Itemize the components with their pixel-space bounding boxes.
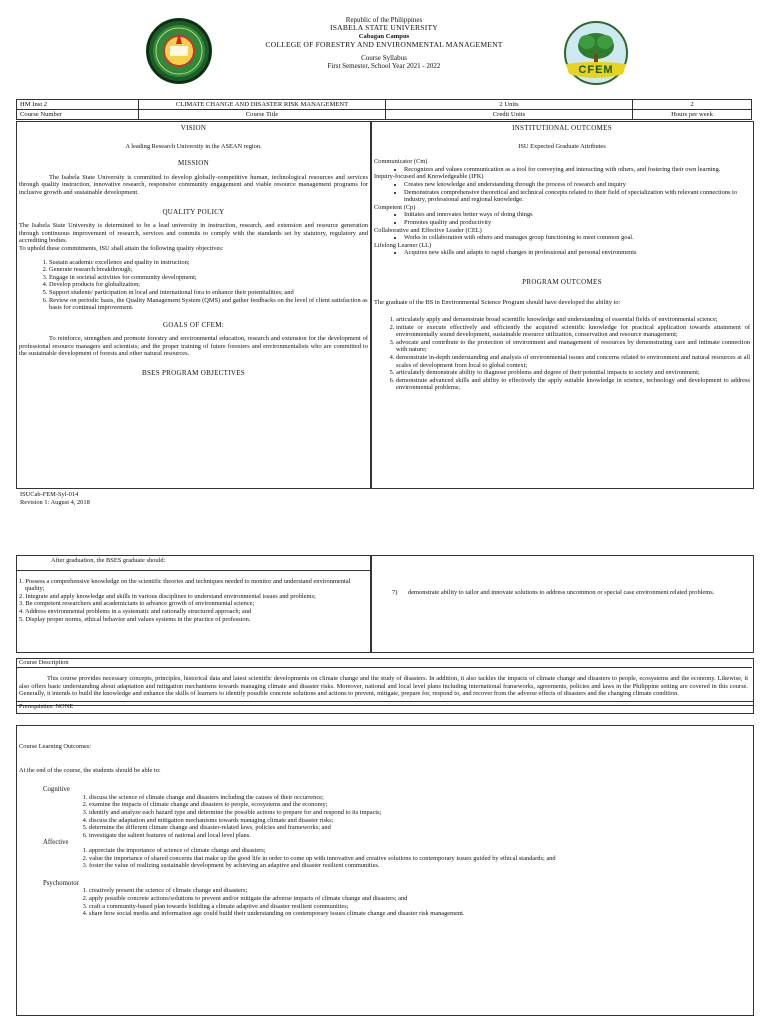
- list-item: 5. Display proper norms, ethical behavior and values systems in the practice of profession.: [19, 615, 251, 623]
- bses-objectives: [19, 557, 368, 623]
- attribute-group-name: Communicator (Cm): [374, 158, 428, 166]
- list-item: 3. advocate and contribute to the protection of environment and management of resources by demonstrating care and intimate connection with nature;: [396, 339, 750, 354]
- list-item: 2. value the importance of shared concerns that make up the good life in order to come up with innovative and creative solutions to contemporary issues guided by ethical standards; and: [89, 855, 748, 863]
- label-course-number: Course Number: [17, 110, 139, 120]
- quality-policy-text: The Isabela State University is determined to be a lead university in instruction, research, and extension and resource generation through continuous improvement of research, services and commits to comply with the standards set by statutory, regulatory and accrediting bodies.: [19, 222, 368, 245]
- hours-per-week: 2: [633, 100, 752, 110]
- list-item: 4. Develop products for globalization;: [49, 281, 368, 289]
- prerequisites-box: [16, 701, 754, 714]
- list-item: 5. articulately demonstrate ability to diagnose problems and degree of their potential impacts to society and environment;: [396, 369, 750, 377]
- list-item: • Works in collaboration with others and manages group functioning to meet common goal.: [404, 234, 750, 242]
- list-item: 3. Be competent researchers and academicians to advance growth of environmental science;: [19, 600, 255, 608]
- list-item: 3. Engage in societal activities for community development;: [49, 274, 368, 282]
- attribute-group-name: Collaborative and Effective Leader (CEL): [374, 226, 482, 234]
- attribute-group-name: Competent (Cp): [374, 203, 416, 211]
- program-outcomes-list: [374, 316, 750, 392]
- list-item: 2. examine the impacts of climate change and disasters to people, ecosystems and the economy;: [89, 801, 748, 809]
- header-college: COLLEGE OF FORESTRY AND ENVIRONMENTAL MANAGEMENT: [265, 39, 503, 49]
- list-item: 5. Support students' participation in local and international fora to enhance their potentialities; and: [49, 289, 368, 297]
- course-description-divider: [16, 667, 752, 668]
- attribute-group-items: [374, 166, 750, 174]
- psychomotor-label: Psychomotor: [43, 879, 79, 887]
- cfem-logo-text: CFEM: [578, 64, 614, 76]
- quality-objectives-list: [19, 259, 368, 312]
- cfem-logo: [563, 20, 629, 86]
- list-item: 3. craft a community-based plan towards building a climate adaptive and disaster resilient communities;: [89, 903, 748, 911]
- list-item: • Recognizes and values communication as a tool for conveying and interacting with others, and fostering their own learning.: [404, 166, 750, 174]
- list-item: • Promotes quality and productivity: [404, 219, 750, 227]
- document-code: ISUCab-FEM-Syl-014: [20, 491, 79, 498]
- list-item: • Creates new knowledge and understanding through the process of research and inquiry: [404, 181, 750, 189]
- program-outcomes-lead: The graduate of the BS in Environmental Science Program should have developed the ability to:: [374, 298, 621, 306]
- attribute-group-items: [374, 211, 750, 226]
- label-hours: Hours per week: [633, 110, 752, 120]
- attribute-group-items: [374, 181, 750, 204]
- credit-units: 2 Units: [386, 100, 633, 110]
- goals-title: GOALS OF CFEM:: [163, 320, 224, 329]
- list-item: • Demonstrates comprehensive theoretical and technical concepts related to their field of specialization with relevant connections to industry, professional and regional knowledge.: [404, 189, 750, 204]
- learning-outcomes: [19, 743, 748, 918]
- revision-note: Revision 1: August 4, 2018: [20, 498, 90, 506]
- list-item: 4. discuss the adaptation and mitigation mechanisms towards managing climate and disaster risks;: [89, 817, 748, 825]
- list-item: 4. demonstrate in-depth understanding and analysis of environmental issues and concerns related to environment and natural resources at all scales of development from local to global context;: [396, 354, 750, 369]
- cognitive-label: Cognitive: [43, 786, 70, 794]
- mission-text: The Isabela State University is committed to develop globally-competitive human, technological resources and services through quality instruction, innovative research, responsive community engagement and viable resource management programs for inclusive growth and sustainable development.: [19, 173, 368, 196]
- prerequisites: Prerequisites: NONE: [19, 703, 74, 710]
- list-item: 6. investigate the salient features of national and local level plans.: [89, 832, 748, 840]
- course-info-table: [16, 99, 752, 120]
- list-item: 1. creatively present the science of climate change and disasters;: [89, 887, 748, 895]
- list-item: 4. share how social media and information age could build their understanding on contemporary issues climate change and disaster risk management.: [89, 910, 748, 918]
- po7-number: 7): [392, 589, 398, 596]
- label-course-title: Course Title: [139, 110, 386, 120]
- list-item: 2. apply possible concrete actions/solutions to prevent and/or mitigate the adverse impacts of climate change and disasters; and: [89, 895, 748, 903]
- header-campus: Cabagan Campus: [358, 32, 410, 40]
- program-outcomes-title: PROGRAM OUTCOMES: [522, 277, 602, 286]
- course-description-title: Course Description: [19, 659, 69, 666]
- header-syllabus: Course Syllabus: [361, 54, 407, 63]
- mission-title: MISSION: [178, 159, 209, 168]
- list-item: 3. identify and analyze each hazard type and determine the possible actions to prepare for and respond to its impacts;: [89, 809, 748, 817]
- list-item: 1. discuss the science of climate change and disasters including the causes of their occurrence;: [89, 794, 748, 802]
- attribute-group-items: [374, 234, 750, 242]
- header-university: ISABELA STATE UNIVERSITY: [330, 23, 438, 33]
- list-item: 3. foster the value of realizing sustainable development by achieving an adaptive and disaster resilient communities.: [89, 862, 748, 870]
- list-item: 1. Possess a comprehensive knowledge on the scientific theories and techniques needed to monitor and understand environmental quality;: [19, 577, 351, 593]
- header-semester: First Semester, School Year 2021 - 2022: [327, 62, 441, 71]
- po7-text: demonstrate ability to tailor and innovate solutions to address uncommon or special case environment related problems.: [408, 589, 715, 596]
- institutional-outcomes-title: INSTITUTIONAL OUTCOMES: [512, 124, 612, 132]
- learning-outcomes-title: Course Learning Outcomes:: [19, 743, 92, 750]
- affective-label: Affective: [43, 839, 69, 847]
- vision-title: VISION: [180, 124, 207, 132]
- list-item: 1. Sustain academic excellence and quality in instruction;: [49, 259, 368, 267]
- attribute-group-name: Lifelong Learner (LL): [374, 241, 432, 249]
- list-item: 6. demonstrate advanced skills and ability to effectively the apply suitable knowledge in science, technology and development to address environmental problems;: [396, 377, 750, 392]
- list-item: 2. Integrate and apply knowledge and skills in various disciplines to understand environmental issues and problems;: [19, 592, 316, 600]
- left-column: [19, 123, 368, 384]
- vision-text: A leading Research University in the ASEAN region.: [125, 142, 262, 150]
- learning-outcomes-lead: At the end of the course, the students should be able to:: [19, 766, 161, 774]
- label-credit-units: Credit Units: [386, 110, 633, 120]
- list-item: 5. determine the different climate change and disaster-related laws, policies and frameworks; and: [89, 824, 748, 832]
- document-footer: [20, 491, 90, 506]
- list-item: • Acquires new skills and adapts to rapid changes in professional and personal environments: [404, 249, 750, 257]
- list-item: 2. Generate research breakthrough;: [49, 266, 368, 274]
- goals-text: To reinforce, strengthen and promote forestry and environmental education, research and extension for the development of professional resource managers and scientists; and the proper training of future foresters and environmentalists who are committed to the sustainable development of forests and other natural resources.: [19, 335, 368, 358]
- list-item: 2. initiate or execute effectively and efficiently the acquired scientific knowledge for practical application towards attainment of environmentally sound development, sustainable resource utilization, conservation and resource management;: [396, 324, 750, 339]
- list-item: 1. appreciate the importance of science of climate change and disasters;: [89, 847, 748, 855]
- program-outcome-7: [380, 589, 748, 597]
- right-column: [374, 123, 750, 392]
- document-header: [210, 16, 558, 71]
- attribute-group-name: Inquiry-focused and Knowledgeable (IFK): [374, 173, 484, 181]
- attribute-group-items: [374, 249, 750, 257]
- course-number: HM Inst 2: [17, 100, 139, 110]
- quality-policy-title: QUALITY POLICY: [162, 207, 225, 216]
- psychomotor-list: [19, 887, 748, 917]
- affective-list: [19, 847, 748, 870]
- course-title: CLIMATE CHANGE AND DISASTER RISK MANAGEMENT: [139, 100, 386, 110]
- bses-objectives-title: BSES PROGRAM OBJECTIVES: [142, 369, 245, 378]
- header-republic: Republic of the Philippines: [345, 16, 423, 24]
- program-outcome-7-box: [370, 555, 754, 653]
- list-item: 4. Address environmental problems in a systematic and rationally structured approach; and: [19, 607, 252, 615]
- graduate-attributes-subtitle: ISU Expected Graduate Attributes: [518, 142, 606, 150]
- list-item: 6. Review on periodic basis, the Quality Management System (QMS) and gather feedbacks on the level of client satisfaction as basis for continual improvement.: [49, 297, 368, 312]
- cognitive-list: [19, 794, 748, 840]
- list-item: • Initiates and innovates better ways of doing things: [404, 211, 750, 219]
- bses-lead: After graduation, the BSES graduate should:: [51, 557, 166, 564]
- isu-seal-logo: [146, 18, 212, 84]
- list-item: 1. articulately apply and demonstrate broad scientific knowledge and understanding of essential fields of environmental science;: [396, 316, 750, 324]
- course-description-text: This course provides necessary concepts, principles, historical data and latest scientific developments on climate change and the study of disasters. In addition, it also tackles the impacts of climate change and disasters to people, ecosystems and the economy. Likewise, it also offers basic understanding about adaptation and mitigation mechanisms towards managing climate and disaster risks. Moreover, national and local level plans including international frameworks, agreements, policies and laws in the Philippine setting are covered in this course. Generally, it intends to build the knowledge and enhance the skills of learners to identify possible concrete solutions and actions to prevent, mitigate, prepare for, respond to, and recover from the adverse effects of disasters and the changing climate condition.: [19, 675, 748, 698]
- quality-policy-lead: To uphold these commitments, ISU shall attain the following quality objectives:: [19, 244, 224, 252]
